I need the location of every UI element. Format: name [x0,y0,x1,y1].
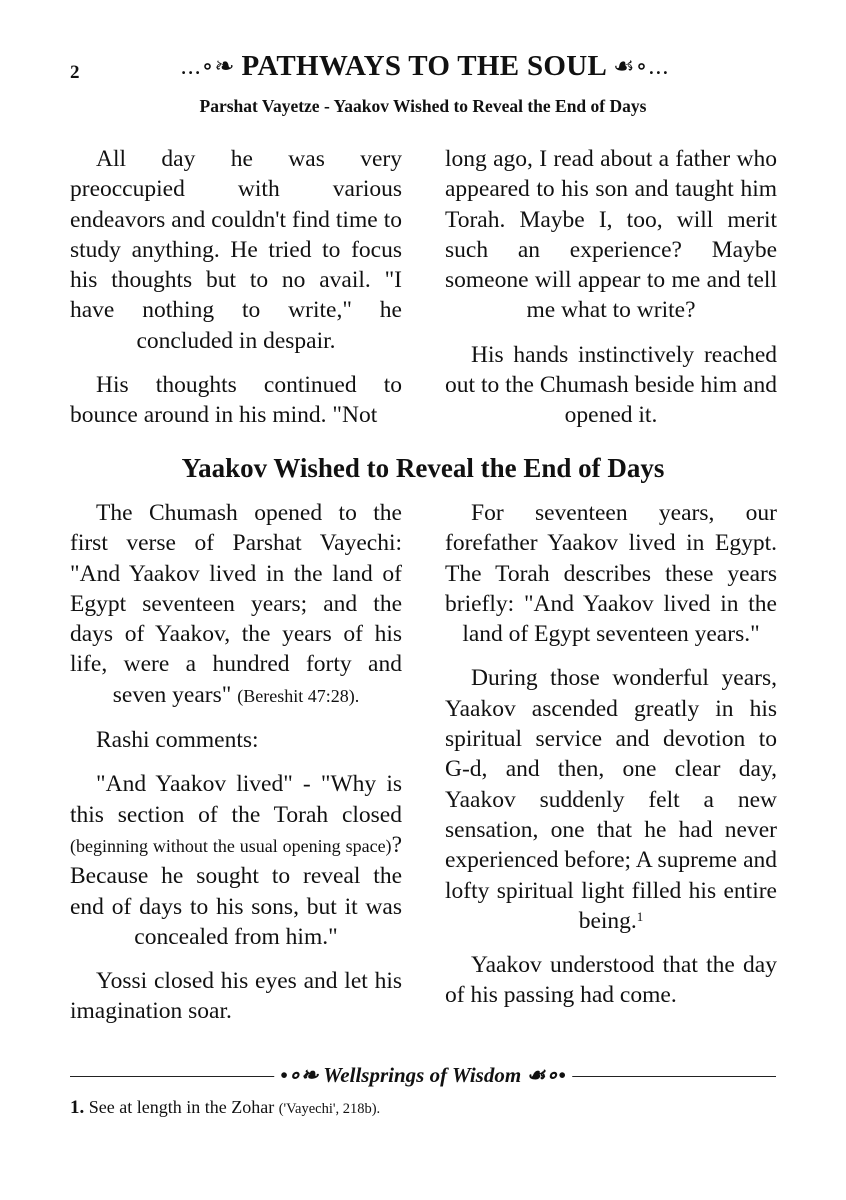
paragraph: His thoughts continued to bounce around in his mind. "Not [70,372,402,429]
ornament-left-icon: ...∘❧ [180,54,236,80]
paragraph: Yossi closed his eyes and let his imagination soar. [70,968,402,1025]
paragraph: Yaakov understood that the day of his passing had come. [445,952,777,1009]
running-subtitle: Parshat Vayetze - Yaakov Wished to Reveal the End of Days [199,96,647,116]
running-title [130,50,720,83]
paragraph [445,663,777,936]
top-left-column [70,144,402,445]
footnote-mark: 1 [636,908,644,924]
ornament-right-icon: ☙∘... [613,54,670,80]
footnote-source: ('Vayechi', 218b). [278,1101,381,1117]
section-heading: Yaakov Wished to Reveal the End of Days [181,453,665,483]
paragraph: Rashi comments: [96,727,259,754]
footnote-number: 1. [70,1097,85,1118]
page-number: 2 [70,62,80,83]
rashi-quote-continued: ? Because he sought to reveal the end of days to his sons, but it was concealed from him." [70,831,402,950]
wellsprings-of-wisdom-label: •∘❧ Wellsprings of Wisdom ☙∘• [274,1063,572,1088]
paragraph: His hands instinctively reached out to the Chumash beside him and opened it. [445,341,777,429]
paragraph [70,498,402,711]
footer-divider [70,1063,776,1089]
rashi-aside: (beginning without the usual opening space) [70,835,392,856]
rashi-quote: "And Yaakov lived" - "Why is this section of the Torah closed [70,771,402,828]
paragraph: long ago, I read about a father who appeared to his son and taught him Torah. Maybe I, too, will merit such an experience? Maybe someone will appear to me and tell me what to write? [445,146,777,324]
bottom-left-column [70,498,402,1041]
paragraph [70,769,402,952]
footnote [70,1097,776,1119]
footnote-text: See at length in the Zohar [88,1097,275,1117]
paragraph-text: During those wonderful years, Yaakov ascended greatly in his spiritual service and devotion to G-d, and then, one clear day, Yaakov suddenly felt a new sensation, one that he had never experienced before; A supreme and lofty spiritual light filled his entire being. [445,665,777,934]
verse-text: The Chumash opened to the first verse of Parshat Vayechi: "And Yaakov lived in the land of Egypt seventeen years; and the days of Yaakov, the years of his life, were a hundred forty and seven years" [70,500,402,708]
bottom-right-column [445,498,777,1025]
paragraph: All day he was very preoccupied with various endeavors and couldn't find time to study anything. He tried to focus his thoughts but to no avail. "I have nothing to write," he concluded in despair. [70,146,402,354]
paragraph: For seventeen years, our forefather Yaakov lived in Egypt. The Torah describes these years briefly: "And Yaakov lived in the land of Egypt seventeen years." [445,500,777,648]
book-title: PATHWAYS TO THE SOUL [241,50,608,82]
verse-reference: (Bereshit 47:28). [237,685,360,706]
top-right-column [445,144,777,445]
